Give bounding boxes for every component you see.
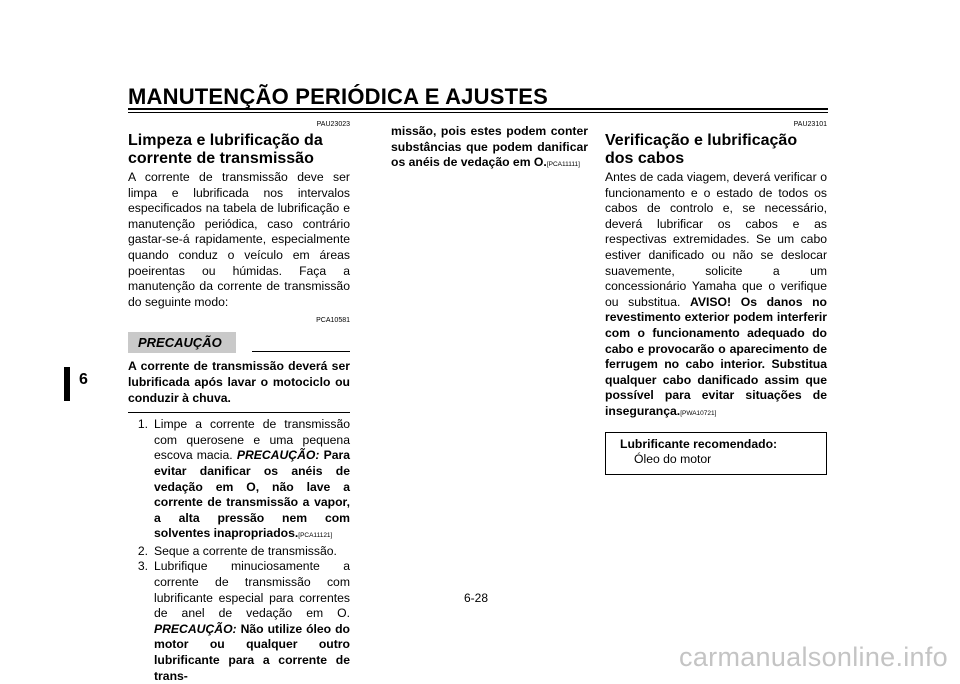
list-item: 2. Seque a corrente de transmissão. [137, 543, 337, 558]
section-intro: Antes de cada viagem, deverá verificar o funcionamento e o estado de todos os cabos de controlo e, se necessário, deverá lubrificar os cabos e as respectivas extremidades. Se um cabo estiver danificado ou não se deslocar suavemente, solicite a um concessionário Yamaha que o verifique ou substitua. AVISO! Os danos no revestimento exterior podem interferir com o funcionamento adequado do cabo e provocarão o aparecimento de ferrugem no cabo interior. Substitua qualquer cabo danificado assim que possível para evitar situações de insegurança.[PWA10721] [605, 170, 828, 418]
caution-text: A corrente de transmissão deverá ser lubrificada após lavar o motociclo ou conduzir à chuva. [128, 359, 350, 405]
column-chain-maintenance [128, 120, 350, 684]
section-heading: Limpeza e lubrificação da corrente de transmissão [128, 132, 323, 167]
inline-code: [PCA11121] [298, 532, 333, 540]
section-code: PAU23023 [316, 121, 350, 128]
caution-rule [252, 351, 350, 352]
section-heading: Verificação e lubrificação dos cabos [605, 132, 798, 167]
inline-caution-label: PRECAUÇÃO: [236, 448, 320, 463]
lubricant-label: Lubrificante recomendado: [620, 436, 778, 451]
chapter-number: 6 [79, 371, 88, 388]
inline-caution-text: Não utilize óleo do motor ou qualquer outro lubrificante para a corrente de trans- [154, 621, 350, 683]
lubricant-value: Óleo do motor [634, 451, 712, 466]
lubricant-box [605, 432, 827, 475]
chapter-tab-bar [64, 367, 70, 401]
steps-list [128, 417, 350, 684]
column-cables [605, 120, 827, 475]
warning-text: AVISO! Os danos no revestimento exterior podem interferir com o funcionamento adequado do cabo e provocarão o aparecimento de ferrugem no cabo interior. Substitua qualquer cabo danificado assim que possível para evitar situações de insegurança. [605, 294, 828, 418]
watermark: carmanualsonline.info [679, 642, 948, 672]
inline-caution-text: Para evitar danificar os anéis de vedação em O, não lave a corrente de transmissão a vapor, a alta pressão nem com solventes inapropriados. [154, 448, 351, 541]
title-rule-thin [128, 112, 828, 113]
page-title: MANUTENÇÃO PERIÓDICA E AJUSTES [128, 84, 548, 109]
list-item: 3. Lubrifique minuciosamente a corrente de transmissão com lubrificante especial para correntes de anel de vedação em O. PRECAUÇÃO: Não utilize óleo do motor ou qualquer outro lubrificante para a corrente de trans- [137, 559, 350, 683]
inline-code: [PCA11111] [546, 161, 580, 169]
section-intro: A corrente de transmissão deve ser limpa e lubrificada nos intervalos especificados na tabela de lubrificação e manutenção periódica, caso contrário gastar-se-á rapidamente, especialmente quando conduz o veículo em áreas poeirentas ou húmidas. Faça a manutenção da corrente de transmissão do seguinte modo: [128, 170, 350, 309]
page-number: 6-28 [464, 591, 489, 605]
warning-code: [PWA10721] [680, 409, 717, 417]
caution-end-rule [128, 412, 350, 413]
column-continuation [391, 124, 588, 173]
inline-caution-label: PRECAUÇÃO: [154, 621, 237, 636]
continued-text: missão, pois estes podem conter substâncias que podem danificar os anéis de vedação em O.[PCA11111] [391, 124, 588, 170]
caution-code: PCA10581 [316, 317, 350, 325]
list-item: 1. Limpe a corrente de transmissão com querosene e uma pequena escova macia. PRECAUÇÃO: Para evitar danificar os anéis de vedação em O, não lave a corrente de transmissão a vapor, a alta pressão nem com solventes inapropriados.[PCA11121] [137, 417, 351, 541]
section-code: PAU23101 [793, 121, 827, 128]
caution-label: PRECAUÇÃO [128, 332, 236, 353]
title-rule [128, 108, 828, 110]
caution-header [128, 332, 350, 353]
